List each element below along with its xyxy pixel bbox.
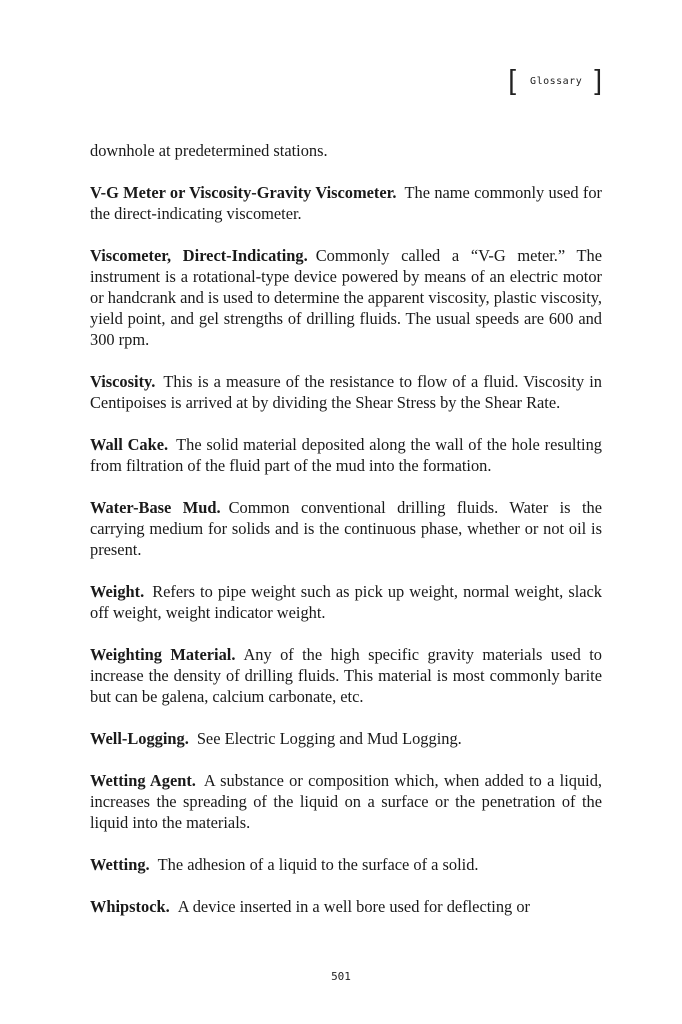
entry-definition: Any of the high specific gravity materials used to increase the density of drilling fluids. This material is most commonly barite but can be galena, calcium carbonate, etc. [90, 645, 602, 706]
entry-definition: The adhesion of a liquid to the surface of a solid. [157, 855, 479, 874]
entry-term: Weighting Material. [90, 645, 236, 664]
entry-definition: Refers to pipe weight such as pick up weight, normal weight, slack off weight, weight indicator weight. [90, 582, 602, 622]
entry-term: Wall Cake. [90, 435, 169, 454]
entry-term: Water-Base Mud. [90, 498, 221, 517]
entry-term: Wetting Agent. [90, 771, 196, 790]
entry-term: Well-Logging. [90, 729, 189, 748]
glossary-entry [90, 497, 602, 560]
entry-definition: This is a measure of the resistance to flow of a fluid. Viscosity in Centipoises is arrived at by dividing the Shear Stress by the Shear Rate. [90, 372, 602, 412]
continuation-text: downhole at predetermined stations. [90, 141, 328, 160]
glossary-entry [90, 728, 602, 749]
header-bracket-close: ] [594, 64, 602, 95]
running-header [508, 66, 602, 94]
glossary-body [90, 140, 602, 938]
entry-term: Whipstock. [90, 897, 170, 916]
glossary-entry [90, 434, 602, 476]
glossary-entry [90, 182, 602, 224]
entry-term: Wetting. [90, 855, 150, 874]
entry-term: Viscometer, Direct-Indicating. [90, 246, 308, 265]
entry-definition: See Electric Logging and Mud Logging. [196, 729, 462, 748]
glossary-entry [90, 770, 602, 833]
entry-term: Viscosity. [90, 372, 156, 391]
glossary-entry [90, 644, 602, 707]
entry-definition: A device inserted in a well bore used for deflecting or [177, 897, 530, 916]
entry-definition: The name commonly used for the direct-indicating viscometer. [90, 183, 602, 223]
entry-term: V-G Meter or Viscosity-Gravity Viscometer. [90, 183, 397, 202]
entry-definition: A substance or composition which, when added to a liquid, increases the spreading of the liquid on a surface or the penetration of the liquid into the materials. [90, 771, 602, 832]
header-bracket-open: [ [508, 64, 517, 95]
glossary-entry [90, 854, 602, 875]
glossary-entry [90, 245, 602, 350]
entry-term: Weight. [90, 582, 145, 601]
page-number: 501 [331, 970, 351, 983]
glossary-entry [90, 371, 602, 413]
glossary-entry [90, 896, 602, 917]
glossary-entry [90, 581, 602, 623]
entry-definition: Commonly called a “V-G meter.” The instrument is a rotational-type device powered by means of an electric motor or handcrank and is used to determine the apparent viscosity, plastic viscosity, yield point, and gel strengths of drilling fluids. The usual speeds are 600 and 300 rpm. [90, 246, 602, 349]
entry-definition: Common conventional drilling fluids. Water is the carrying medium for solids and is the continuous phase, whether or not oil is present. [90, 498, 602, 559]
section-title: Glossary [530, 75, 583, 87]
entry-definition: The solid material deposited along the wall of the hole resulting from filtration of the fluid part of the mud into the formation. [90, 435, 602, 475]
